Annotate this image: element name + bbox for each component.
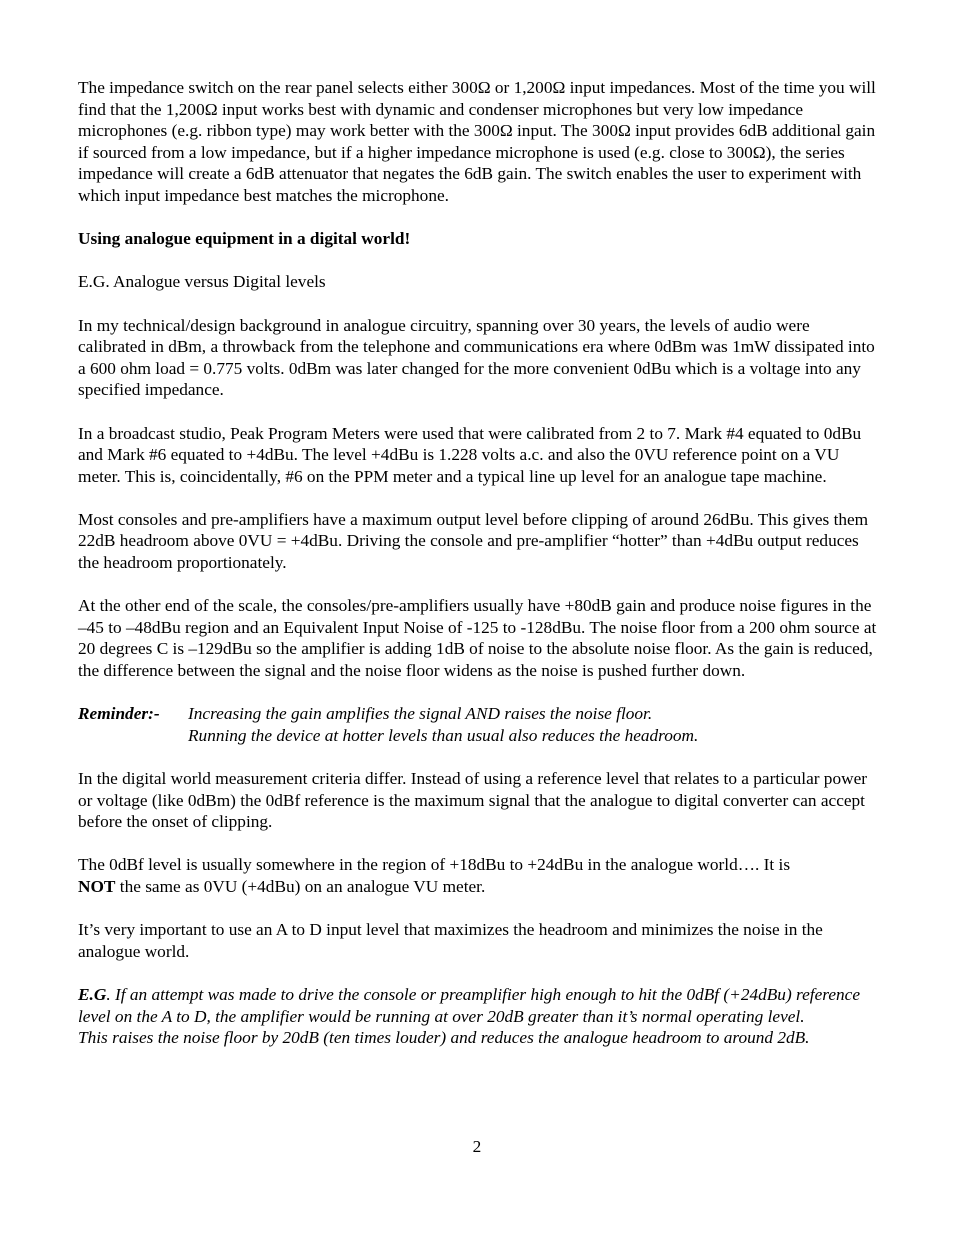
reminder-label: Reminder:-	[78, 704, 160, 724]
reminder-block	[78, 703, 878, 746]
paragraph-background: In my technical/design background in analogue circuitry, spanning over 30 years, the levels of audio were calibrated in dBm, a throwback from the telephone and communications era where 0dBm was 1mW dissipated into a 600 ohm load = 0.775 volts. 0dBm was later changed for the more convenient 0dBu which is a voltage into any specified impedance.	[78, 315, 875, 400]
subheading: E.G. Analogue versus Digital levels	[78, 272, 326, 292]
dbf-text-pre: The 0dBf level is usually somewhere in the region of +18dBu to +24dBu in the analogue world…. It is	[78, 855, 791, 875]
page-number: 2	[472, 1137, 482, 1156]
paragraph-impedance: The impedance switch on the rear panel selects either 300Ω or 1,200Ω input impedances. Most of the time you will find that the 1,200Ω input works best with dynamic and condenser microphones but very low impedance microphones (e.g. ribbon type) may work better with the 300Ω input. The 300Ω input provides 6dB additional gain if sourced from a low impedance, but if a higher impedance microphone is used (e.g. close to 300Ω), the series impedance will create a 6dB attenuator that negates the 6dB gain. The switch enables the user to experiment with which input impedance best matches the microphone.	[78, 78, 876, 205]
paragraph-consoles: Most consoles and pre-amplifiers have a maximum output level before clipping of around 26dBu. This gives them 22dB headroom above 0VU = +4dBu. Driving the console and pre-amplifier “hotter” than +4dBu output reduces the headroom proportionately.	[78, 509, 869, 573]
example-label: E.G	[78, 984, 107, 1004]
paragraph-dbf	[78, 854, 878, 897]
dbf-text-bold: NOT	[78, 876, 116, 896]
dbf-text-post: the same as 0VU (+4dBu) on an analogue VU meter.	[115, 876, 486, 896]
paragraph-digital: In the digital world measurement criteria differ. Instead of using a reference level that relates to a particular power or voltage (like 0dBm) the 0dBf reference is the maximum signal that the analogue to digital converter can accept before the onset of clipping.	[78, 769, 867, 832]
paragraph-important: It’s very important to use an A to D input level that maximizes the headroom and minimizes the noise in the analogue world.	[78, 920, 823, 961]
example-block	[78, 984, 878, 1049]
reminder-line-1: Increasing the gain amplifies the signal AND raises the noise floor.	[188, 704, 653, 724]
reminder-line-2: Running the device at hotter levels than usual also reduces the headroom.	[188, 725, 699, 745]
paragraph-broadcast: In a broadcast studio, Peak Program Meters were used that were calibrated from 2 to 7. Mark #4 equated to 0dBu and Mark #6 equated to +4dBu. The level +4dBu is 1.228 volts a.c. and also the 0VU reference point on a VU meter. This is, coincidentally, #6 on the PPM meter and a typical line up level for an analogue tape machine.	[78, 423, 862, 486]
example-line-1	[78, 984, 878, 1027]
section-heading: Using analogue equipment in a digital world!	[78, 229, 411, 249]
reminder-lines	[188, 703, 698, 746]
document-page	[78, 77, 878, 1049]
example-line-2: This raises the noise floor by 20dB (ten times louder) and reduces the analogue headroom to around 2dB.	[78, 1028, 810, 1048]
paragraph-noise: At the other end of the scale, the consoles/pre-amplifiers usually have +80dB gain and produce noise figures in the –45 to –48dBu region and an Equivalent Input Noise of -125 to -128dBu. The noise floor from a 200 ohm source at 20 degrees C is –129dBu so the amplifier is adding 1dB of noise to the absolute noise floor. As the gain is reduced, the difference between the signal and the noise floor widens as the noise is pushed further down.	[78, 596, 877, 681]
example-text: . If an attempt was made to drive the console or preamplifier high enough to hit the 0dBf (+24dBu) reference level on the A to D, the amplifier would be running at over 20dB greater than it’s normal operating level.	[78, 984, 860, 1026]
